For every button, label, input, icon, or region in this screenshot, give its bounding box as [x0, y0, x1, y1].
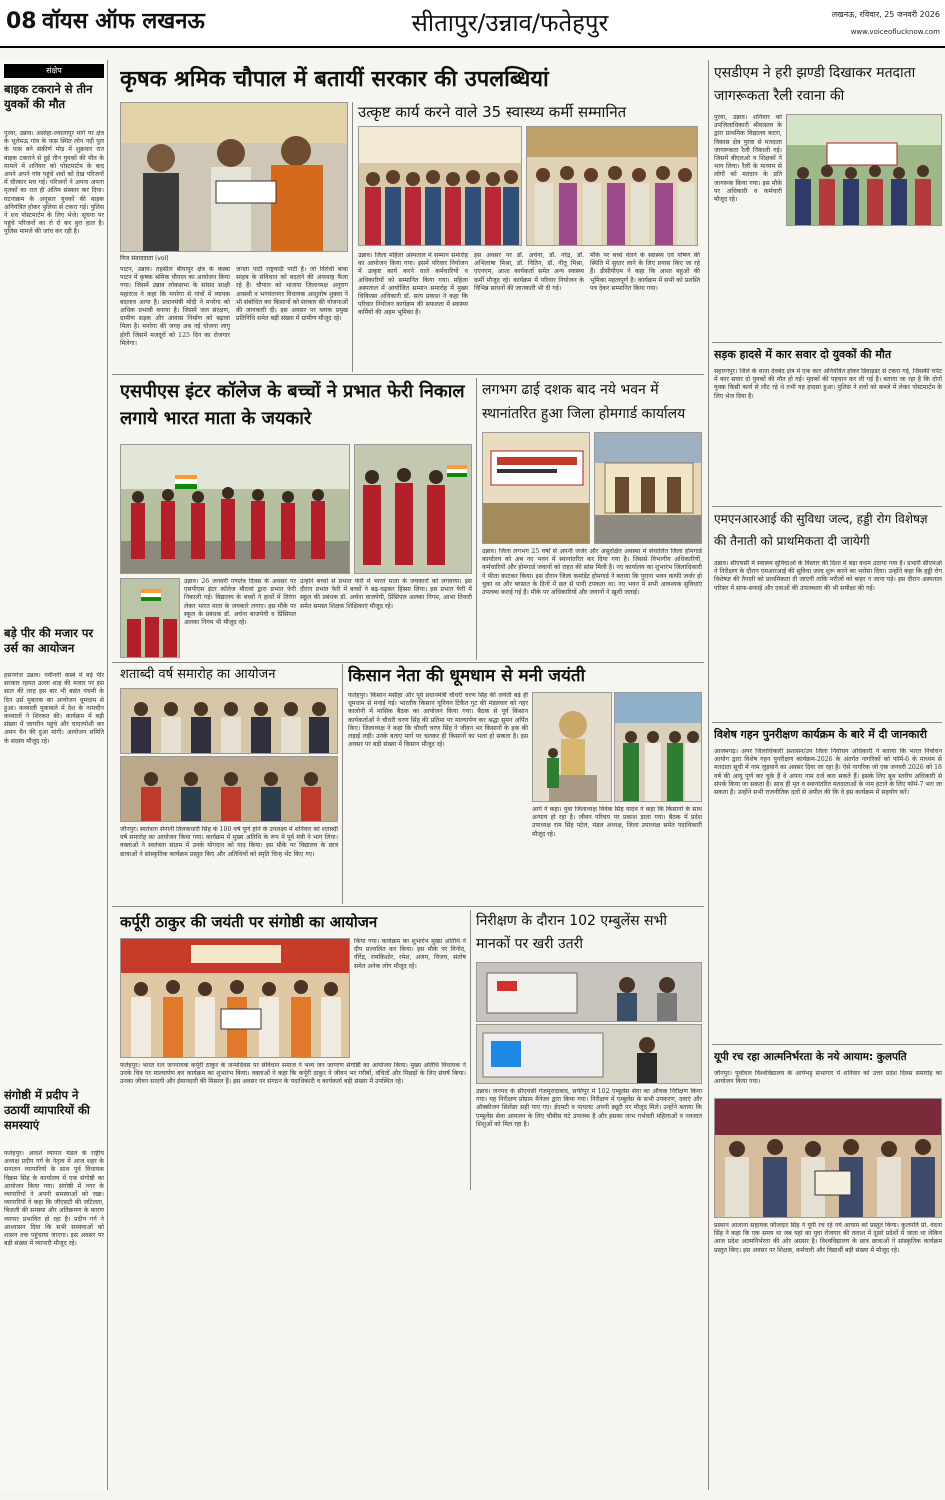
- school-body-col2: उन्होंने बच्चों से प्रभात फेरी में भारत माता के जयकारों को लगवाया। इस दौरान प्रभात फेरी में बच्चों ने बढ़-चढ़कर हिस्सा लिया। इस प्रभात फेरी में स्कूल की प्रबंधक डॉ. अर्चना वाजपेयी, प्रिंसिपल अलका निगम, आभा तिवारी समेत समस्त शिक्षक शिक्षिकाएं मौजूद रहे।: [300, 578, 472, 610]
- homeguard-photo-right-image: [595, 433, 702, 544]
- paper-name: वॉयस ऑफ लखनऊ: [42, 9, 205, 34]
- youth-photo-image: [715, 1099, 942, 1218]
- sidebar-label: संक्षेप: [4, 64, 104, 78]
- school-photo-main: [120, 444, 350, 574]
- karpoori-photo-image: [121, 939, 350, 1058]
- school-photo-small-image: [121, 579, 180, 658]
- youth-intro: जौनपुर। पूर्वांचल विश्वविद्यालय के आर्यभट्ट सभागार में शनिवार को उत्तर प्रदेश दिवस समारोह का आयोजन किया गया।: [714, 1070, 942, 1086]
- school-photo-side: [354, 444, 472, 574]
- ambulance-photo-bottom: [476, 1024, 702, 1084]
- brief-body: हसनगंज उन्नाव। नवीनगी कस्बे में बड़े पीर सरकार रहमत उल्ला शाह की मजार पर इस साल की तरह इस बार भी बसंत पंचमी के दिन उर्स मुबारक का आयोजन धूमधाम से हुआ। कव्वाली मुकाबले में देश के नामचीन कव्वालों ने शिरकत की। कार्यक्रम में बड़ी संख्या में जायरीन पहुंचे और चादरपोशी कर अमन चैन की दुआ मांगी। आयोजन समिति के सदस्य मौजूद रहे।: [4, 672, 104, 745]
- sidebar-briefs: [0, 60, 108, 1490]
- brief-title: बड़े पीर की मजार पर उर्स का आयोजन: [4, 626, 94, 655]
- accident-headline: सड़क हादसे में कार सवार दो युवकों की मौत: [714, 348, 892, 361]
- ambulance-body: उन्नाव। जनपद के सीएचसी गंजमुरादाबाद, सफीपुर में 102 एम्बुलेंस सेवा का औचक निरीक्षण किया गया। यह निरीक्षण प्रोग्राम मैनेजर द्वारा किया गया। निरीक्षण में एम्बुलेंस के सभी उपकरण, दवाएं और ऑक्सीजन सिलेंडर सही पाए गए। ईएमटी व पायलट अपनी ड्यूटी पर मौजूद मिले। उन्होंने बताया कि एम्बुलेंस सेवा आमजन के लिए चौबीस घंटे उपलब्ध है और इसका लाभ गर्भवती महिलाओं व नवजात शिशुओं को मिल रहा है।: [476, 1088, 702, 1128]
- school-photo-side-image: [355, 445, 472, 574]
- ambulance-photo-bottom-image: [477, 1025, 702, 1084]
- ambulance-photo-top-image: [477, 963, 702, 1022]
- rally-photo: [786, 114, 942, 226]
- brief-body: फतेहपुर। आदर्श व्यापार मंडल के राष्ट्रीय अध्यक्ष प्रदीप गर्ग के नेतृत्व में आज शहर के सनातन व्यापारियों के साथ पूर्व विधायक विक्रम सिंह के कार्यालय में एक संगोष्ठी का आयोजन किया गया। संगोष्ठी में नगर के व्यापारियों ने अपनी समस्याओं को रखा। व्यापारियों ने कहा कि जीएसटी की जटिलता, बिजली की समस्या और अतिक्रमण के कारण व्यापार प्रभावित हो रहा है। प्रदीप गर्ग ने आश्वासन दिया कि सभी समस्याओं को शासन तक पहुंचाया जाएगा। इस अवसर पर बड़ी संख्या में व्यापारी मौजूद रहे।: [4, 1150, 104, 1248]
- health-photo-left: [358, 126, 522, 246]
- accident-body: सहारनपुर। जिले के थाना देवबंद क्षेत्र में एक कार अनियंत्रित होकर डिवाइडर से टकरा गई, जिसकी चपेट में कार सवार दो युवकों की मौत हो गई। मृतकों की पहचान कर ली गई है। बताया जा रहा है कि दोनों युवक किसी कार्य से लौट रहे थे तभी यह हादसा हुआ। पुलिस ने शवों को कब्जे में लेकर पोस्टमार्टम के लिए भेज दिया है।: [714, 368, 942, 400]
- ambulance-photo-top: [476, 962, 702, 1022]
- centenary-photo-top-image: [121, 689, 338, 754]
- lead-headline: कृषक श्रमिक चौपाल में बतायीं सरकार की उपलब्धियां: [120, 67, 549, 92]
- rally-headline: एसडीएम ने हरी झण्डी दिखाकर मतदाता जागरूकता रैली रवाना की: [714, 65, 916, 104]
- centenary-photo-bottom-image: [121, 757, 338, 822]
- kisan-headline: किसान नेता की धूमधाम से मनी जयंती: [348, 666, 585, 686]
- health-photo-right: [526, 126, 698, 246]
- health-body-col1: उन्नाव। जिला महिला अस्पताल में सम्मान समारोह का आयोजन किया गया। इसमें परिवार नियोजन में उत्कृष्ट कार्य करने वाले कर्मचारियों व अधिकारियों को सम्मानित किया गया। महिला अस्पताल में आयोजित सम्मान समारोह में मुख्य चिकित्सा अधिकारी डॉ. सत्य प्रकाश ने कहा कि परिवार नियोजन कार्यक्रम की सफलता में स्वास्थ्य कर्मियों की अहम भूमिका है।: [358, 252, 468, 317]
- lead-photo-credit: निज संवाददाता (vol): [120, 255, 169, 262]
- karpoori-headline: कर्पूरी ठाकुर की जयंती पर संगोष्ठी का आयोजन: [120, 913, 378, 931]
- kisan-photo-left-image: [533, 693, 612, 802]
- kisan-photo-right-image: [615, 693, 702, 802]
- ambulance-headline: निरीक्षण के दौरान 102 एम्बुलेंस सभी मानकों पर खरी उतरी: [476, 913, 667, 952]
- lead-photo-image: [121, 103, 348, 252]
- rally-body: पुरवा, उन्नाव। शनिवार को उपजिलाधिकारी श्रीवास्तव के द्वारा प्राथमिक विद्यालय कटरा, विकास क्षेत्र पुरवा से मतदाता जागरूकता रैली निकाली गई। जिसमें बीएलओ व शिक्षकों ने भाग लिया। रैली के माध्यम से लोगों को मतदान के प्रति जागरूक किया गया। इस मौके पर अधिकारी व कर्मचारी मौजूद रहे।: [714, 114, 782, 204]
- website-url[interactable]: www.voiceoflucknow.com: [850, 28, 940, 36]
- page-number: 08: [6, 9, 37, 34]
- brief-title: बाइक टकराने से तीन युवकों की मौत: [4, 82, 93, 111]
- karpoori-body: फतेहपुर। भारत रत्न जननायक कर्पूरी ठाकुर के जन्मदिवस पर संविधान समाज ने भव्य जन जागरण संगोष्ठी का आयोजन किया। मुख्य अतिथि विधायक ने उनके चित्र पर माल्यार्पण कर कार्यक्रम का शुभारंभ किया। वक्ताओं ने कहा कि कर्पूरी ठाकुर ने जीवन भर गरीबों, वंचितों और पिछड़ों के लिए संघर्ष किया। उनका जीवन सादगी और ईमानदारी की मिसाल है। इस अवसर पर संगठन के पदाधिकारी व कार्यकर्ता बड़ी संख्या में उपस्थित रहे।: [120, 1062, 466, 1086]
- issue-date: लखनऊ, रविवार, 25 जनवरी 2026: [831, 10, 940, 19]
- homeguard-photo-right: [594, 432, 702, 544]
- voter-headline: विशेष गहन पुनरीक्षण कार्यक्रम के बारे में दी जानकारी: [714, 728, 927, 741]
- kisan-photo-right: [614, 692, 702, 802]
- youth-body: प्रस्थान आलाना सहायक फौजदार सिंह ने यूपी रच रहे नये आयाम को प्रस्तुत किया। कुलपति प्रो. वंदना सिंह ने कहा कि एक समय था जब यहां का युवा रोजगार की तलाश में दूसरे प्रदेशों में जाता था लेकिन आज प्रदेश आत्मनिर्भरता की ओर अग्रसर है। विश्वविद्यालय के छात्र छात्राओं ने सांस्कृतिक कार्यक्रम प्रस्तुत किए। इस अवसर पर शिक्षक, कर्मचारी और विद्यार्थी बड़ी संख्या में मौजूद रहे।: [714, 1222, 942, 1254]
- brief-title: संगोष्ठी में प्रदीप ने उठायीं व्यापारियों की समस्याएं: [4, 1088, 90, 1132]
- health-photo-left-image: [359, 127, 522, 246]
- homeguard-photo-left-image: [483, 433, 590, 544]
- rally-photo-image: [787, 115, 942, 226]
- centenary-photo-bottom: [120, 756, 338, 822]
- youth-headline: यूपी रच रहा आत्मनिर्भरता के नये आयाम: कुलपति: [714, 1051, 907, 1063]
- karpoori-side: किया गया। कार्यक्रम का शुभारंभ मुख्य अतिथि ने दीप प्रज्वलित कर किया। इस मौके पर विनोद, वीरेंद्र, रामकिशोर, रमेश, अजय, विजय, संतोष समेत अनेक लोग मौजूद रहे।: [354, 938, 466, 970]
- lead-body-col2: जनता पार्टी राष्ट्रवादी पार्टी है। जो विरोधी बाबा साहब के संविधान को बदलने की अफवाह फैला रहे हैं। चौपाल को भाजपा जिलाध्यक्ष अनुराग अवस्थी व भगवंतनगर विधायक आशुतोष शुक्ला ने भी संबोधित कर किसानों को सरकार की योजनाओं की जानकारी दी। इस अवसर पर ब्लाक प्रमुख प्रतिनिधि समेत बड़ी संख्या में ग्रामीण मौजूद रहे।: [236, 266, 348, 323]
- health-headline: उत्कृष्ट कार्य करने वाले 35 स्वास्थ्य कर्मी सम्मानित: [358, 103, 627, 121]
- kisan-side-body: आगे ने कहा। युवा जिलाध्यक्ष विवेक सिंह यादव ने कहा कि किसानों के साथ अन्याय हो रहा है। जीवन परिचय पर प्रकाश डाला गया। बैठक में प्रदेश उपाध्यक्ष राम सिंह पटेल, मंडल अध्यक्ष, जिला उपाध्यक्ष समेत पदाधिकारी मौजूद रहे।: [532, 806, 702, 838]
- lead-photo: [120, 102, 348, 252]
- health-body-col3: मौके पर बच्चे वेलने के स्वास्थ्य एवं पोषण की स्थिति में सुधार लाने के लिए प्रयास किए जा रहे हैं। डीसीपीएम ने कहा कि आशा बहुओं की भूमिका महत्वपूर्ण है। कार्यक्रम में सभी को प्रशस्ति पत्र देकर सम्मानित किया गया।: [590, 252, 700, 292]
- health-body-col2: इस अवसर पर डॉ. अर्चना, डॉ. नरेंद्र, डॉ. अभिलाषा मिश्रा, डॉ. नितिन, डॉ. नीतू मिश्रा, एएनएम, आशा कार्यकर्ता समेत अन्य स्वास्थ्य कर्मी मौजूद रहे। कार्यक्रम में परिवार नियोजन के विभिन्न साधनों की जानकारी भी दी गई।: [474, 252, 584, 292]
- masthead: [0, 0, 945, 48]
- kisan-body: फतेहपुर। किसान मसीहा और पूर्व प्रधानमंत्री चौधरी चरण सिंह की जयंती बड़े ही धूमधाम से मनाई गई। भारतीय किसान यूनियन टिकैत गुट की मंडलवार को नहर कालोनी में मासिक बैठक का आयोजन किया गया। बैठक से पूर्व किसान कार्यकर्ताओं ने चौधरी चरण सिंह की प्रतिमा पर माल्यार्पण कर श्रद्धा सुमन अर्पित किए। जिलाध्यक्ष ने कहा कि चौधरी चरण सिंह ने जीवन भर किसानों के हक की लड़ाई लड़ी। उनके बताए मार्ग पर चलकर ही किसानों का भला हो सकता है। इस अवसर पर बड़ी संख्या में किसान मौजूद रहे।: [348, 692, 528, 749]
- centenary-body: जौनपुर। स्वतंत्रता सेनानी तिलकधारी सिंह के 100 वर्ष पूर्ण होने के उपलक्ष्य में शनिवार को शताब्दी वर्ष समारोह का आयोजन किया गया। कार्यक्रम में मुख्य अतिथि के रूप में पूर्व मंत्री ने भाग लिया। वक्ताओं ने स्वतंत्रता संग्राम में उनके योगदान को याद किया। इस मौके पर विद्यालय के छात्र छात्राओं ने सांस्कृतिक कार्यक्रम प्रस्तुत किए और अतिथियों को स्मृति चिन्ह भेंट किए गए।: [120, 826, 338, 858]
- centenary-headline: शताब्दी वर्ष समारोह का आयोजन: [120, 667, 276, 682]
- section-name: सीतापुर/उन्नाव/फतेहपुर: [411, 9, 609, 37]
- centenary-photo-top: [120, 688, 338, 754]
- lead-body-col1: पाटन, उन्नाव। तहसील बीघापुर क्षेत्र के कस्बा पाटन में कृषक श्रमिक चौपाल का आयोजन किया गया। जिसमें उन्नाव लोकसभा के सांसद साक्षी महाराज ने कहा कि मनरेगा से गांवों में व्यापक बदलाव आया है। प्रधानमंत्री मोदी ने मनरेगा को अधिक प्रभावी बनाया है। जिसमें जल संरक्षण, ग्रामीण सड़क और आवास निर्माण को बढ़ावा मिला है। मनरेगा की जगह अब नई योजना लागू होगी जिसमें मजदूरों को 125 दिन का रोजगार मिलेगा।: [120, 266, 230, 347]
- karpoori-photo: [120, 938, 350, 1058]
- school-headline: एसपीएस इंटर कॉलेज के बच्चों ने प्रभात फेरी निकाल लगाये भारत माता के जयकारे: [120, 381, 465, 429]
- school-body-col1: उन्नाव। 26 जनवरी गणतंत्र दिवस के अवसर पर एसपीएस इंटर कॉलेज मौरावां द्वारा प्रभात फेरी निकाली गई। विद्यालय के बच्चों ने हाथों में तिरंगा लेकर भारत माता के जयकारे लगाए। इस मौके पर स्कूल के प्रबंधक डॉ. अर्चना बाजपेयी व प्रिंसिपल अलका निगम भी मौजूद रहे।: [184, 578, 296, 627]
- health-photo-right-image: [527, 127, 698, 246]
- brief-body: पुरवा, उन्नाव। असोहा-ज्वालापुर मार्ग पर क्षेत्र के भूलेमऊ गांव के पास स्थित लोन नदी पुल के पास बने संकीर्ण मोड़ में शुक्रवार रात बाइक टकराने से हुई तीन युवकों की मौत के मामले में शनिवार को पोस्टमार्टम के बाद अपने अपने गांव पहुंचे शवों को देख परिजनों में चीत्कार मच गई। परिजनों ने अपना अपना मृतकों का रात ही अंतिम संस्कार कर दिया। घटनाक्रम के अनुसार युवकों की बाइक अनियंत्रित होकर पुलिया से टकरा गई। पुलिस ने शव पोस्टमार्टम के लिए भेजे। सूचना पर पहुंचे परिजनों का रो रो कर बुरा हाल है। पुलिस मामले की जांच कर रही है।: [4, 130, 104, 236]
- youth-photo: [714, 1098, 942, 1218]
- mri-headline: एमएनआरआई की सुविधा जल्द, हड्डी रोग विशेषज्ञ की तैनाती को प्राथमिकता दी जायेगी: [714, 512, 928, 548]
- school-photo-main-image: [121, 445, 350, 574]
- kisan-photo-left: [532, 692, 612, 802]
- homeguard-photo-left: [482, 432, 590, 544]
- school-photo-small: [120, 578, 180, 658]
- voter-body: आजमगढ़। अपर जिलाधिकारी प्रशासन/उप जिला निर्वाचन अधिकारी ने बताया कि भारत निर्वाचन आयोग द्वारा विशेष गहन पुनरीक्षण कार्यक्रम-2026 के अंतर्गत नागरिकों को फॉर्म-6 के माध्यम से मतदाता सूची में नाम जुड़वाने का अवसर दिया जा रहा है। ऐसे नागरिक जो एक जनवरी 2026 को 18 वर्ष की आयु पूर्ण कर चुके हैं वे अपना नाम दर्ज करा सकते हैं। इसके लिए बूथ स्तरीय अधिकारी से संपर्क किया जा सकता है। साथ ही मृत व स्थानांतरित मतदाताओं के नाम हटाने के लिए फॉर्म-7 भरा जा सकता है। उन्होंने सभी राजनीतिक दलों से अपील की कि वे इस कार्यक्रम में सहयोग करें।: [714, 748, 942, 797]
- homeguard-headline: लगभग ढाई दशक बाद नये भवन में स्थानांतरित हुआ जिला होमगार्ड कार्यालय: [482, 382, 686, 422]
- mri-body: उन्नाव। सीएचसी में स्वास्थ्य सुविधाओं के विस्तार की दिशा में बड़ा कदम उठाया गया है। प्रभारी सीएमओ ने निरीक्षण के दौरान एमआरआई की सुविधा जल्द शुरू करने का भरोसा दिया। उन्होंने कहा कि हड्डी रोग विशेषज्ञ की तैनाती को प्राथमिकता दी जाएगी ताकि मरीजों को बाहर न जाना पड़े। इस दौरान अस्पताल परिसर में साफ-सफाई और दवाओं की उपलब्धता की भी समीक्षा की गई।: [714, 560, 942, 592]
- homeguard-body: उन्नाव। जिला लगभग 25 वर्षों से अपनी जर्जर और असुरक्षित अवस्था में संचालित जिला होमगार्ड कार्यालय को अब नए भवन में स्थानांतरित कर दिया गया है। जिससे विभागीय अधिकारियों, कर्मचारियों और होमगार्ड जवानों को राहत की सांस मिली है। नए कार्यालय का शुभारंभ जिलाधिकारी ने फीता काटकर किया। इस दौरान जिला कमांडेंट होमगार्ड ने बताया कि पुराना भवन काफी जर्जर हो चुका था और बरसात के दिनों में छत से पानी टपकता था। नए भवन में सभी आवश्यक सुविधाएं उपलब्ध कराई गई हैं। मौके पर अधिकारियों और जवानों ने खुशी जताई।: [482, 548, 702, 597]
